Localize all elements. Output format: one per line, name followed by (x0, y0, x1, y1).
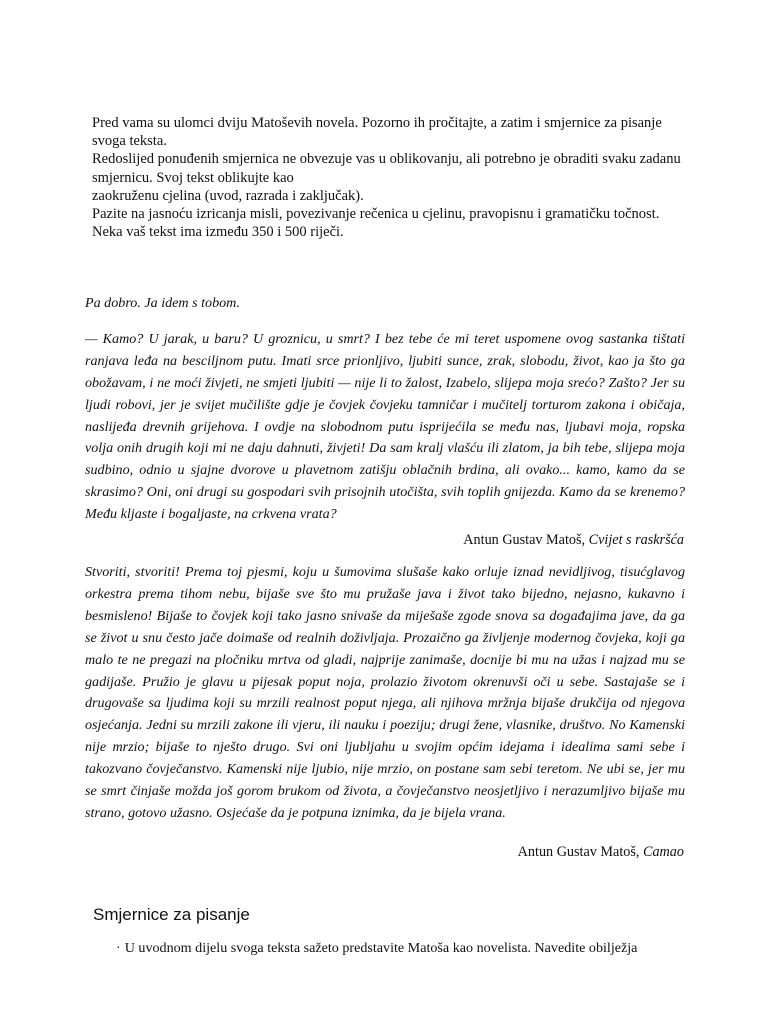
author-name: Antun Gustav Matoš, (463, 532, 589, 548)
signature-camao (518, 844, 684, 861)
instructions-paragraph: Pred vama su ulomci dviju Matoševih novela. Pozorno ih pročitajte, a zatim i smjernice za pisanje svoga teksta. (92, 115, 662, 150)
guideline-text: U uvodnom dijelu svoga teksta sažeto predstavite Matoša kao novelista. Navedite obilježja (124, 940, 638, 956)
work-title: Cvijet s raskršća (588, 532, 684, 548)
guideline-item (116, 940, 696, 957)
excerpt-paragraph: Stvoriti, stvoriti! Prema toj pjesmi, koju u šumovima slušaše kako orluje iznad nevidljivog, tisućglavog orkestra prema tihom nebu, bijaše sve što mu pružaše java i život tako bijedno, nejasno, kukavno i besmisleno! Bijaše to čovjek koji tako jasno snivaše da miješaše zgode snova sa događajima jave, da ga se život u snu često jače doimaše od realnih doživljaja. Prozaično ga življenje modernog čovjeka, koji ga malo te ne pregazi na pločniku mrtva od gladi, najprije zanimaše, docnije bi mu na užas i najzad mu se gadijaše. Pružio je glavu u pijesak poput noja, prolazio životom okrenuvši oči u sebe. Sastajaše se i drugovaše sa ljudima koji su mrzili realnost poput njega, ali njihova mržnja bijaše drukčija od njegova osjećanja. Jedni su mrzili zakone ili vjeru, ili nauku i poeziju; drugi žene, vlasnike, društvo. No Kamenski nije mrzio; bijaše to nješto drugo. Svi oni ljubljahu u svojim općim idejama i idealima sami sebe i takozvano čovječanstvo. Kamenski nije ljubio, nije mrzio, on postane sam sebi teretom. Ne ubi se, jer mu se smrt činjaše možda još gorom brukom od života, a čovječanstvo neosjetljivo i nerazumljivo bijaše mu strano, gotovo užasno. Osjećaše da je potpuna iznimka, da je bijela vrana. (85, 564, 685, 821)
bullet-icon: · (116, 940, 121, 956)
instructions-block (92, 114, 688, 241)
instructions-paragraph: zaokruženu cjelina (uvod, razrada i zaključak). (92, 187, 364, 204)
excerpt-paragraph: — Kamo? U jarak, u baru? U groznicu, u smrt? I bez tebe će mi teret uspomene ovog sastanka tištati ranjava leđa na besciljnom putu. Imati srce prionljivo, ljubiti sunce, zrak, slobodu, život, kao ja što ga obožavam, i ne moći živjeti, ne smjeti ljubiti — nije li to žalost, Izabelo, slijepa moja srećo? Zašto? Jer su ljudi robovi, jer je svijet mučilište gdje je čovjek čovjeku tamničar i mučitelj torturom zakona i običaja, naslijeđa drevnih grijehova. I ovdje na slobodnom putu isprijećila se među nas, ljubavi moja, ropska volja onih drugih koji mi ne daju dahnuti, živjeti! Da sam kralj vlašću ili zlatom, ja bih tebe, slijepa moja sudbino, odnio u sjajne dvorove u plavetnom zatišju oblačnih brdina, ali ovako... kamo, kamo da se skrasimo? Oni, oni drugi su gospodari svih prisojnih utočišta, svih toplih gnijezda. Kamo da se krenemo? Među kljaste i bogaljaste, na crkvena vrata? (85, 330, 685, 523)
guidelines-heading: Smjernice za pisanje (93, 905, 250, 924)
instructions-paragraph: Pazite na jasnoću izricanja misli, povezivanje rečenica u cjelinu, pravopisnu i gramatičku točnost. Neka vaš tekst ima između 350 i 500 riječi. (92, 206, 660, 241)
instructions-paragraph: Redoslijed ponuđenih smjernica ne obvezuje vas u oblikovanju, ali potrebno je obraditi svaku zadanu smjernicu. Svoj tekst oblikujte kao (92, 151, 681, 186)
excerpt-cvijet-s-raskrsca (85, 293, 685, 526)
work-title: Camao (643, 844, 684, 860)
excerpt-camao (85, 562, 685, 825)
author-name: Antun Gustav Matoš, (517, 844, 643, 860)
signature-cvijet (463, 532, 684, 549)
excerpt-line: Pa dobro. Ja idem s tobom. (85, 295, 240, 311)
